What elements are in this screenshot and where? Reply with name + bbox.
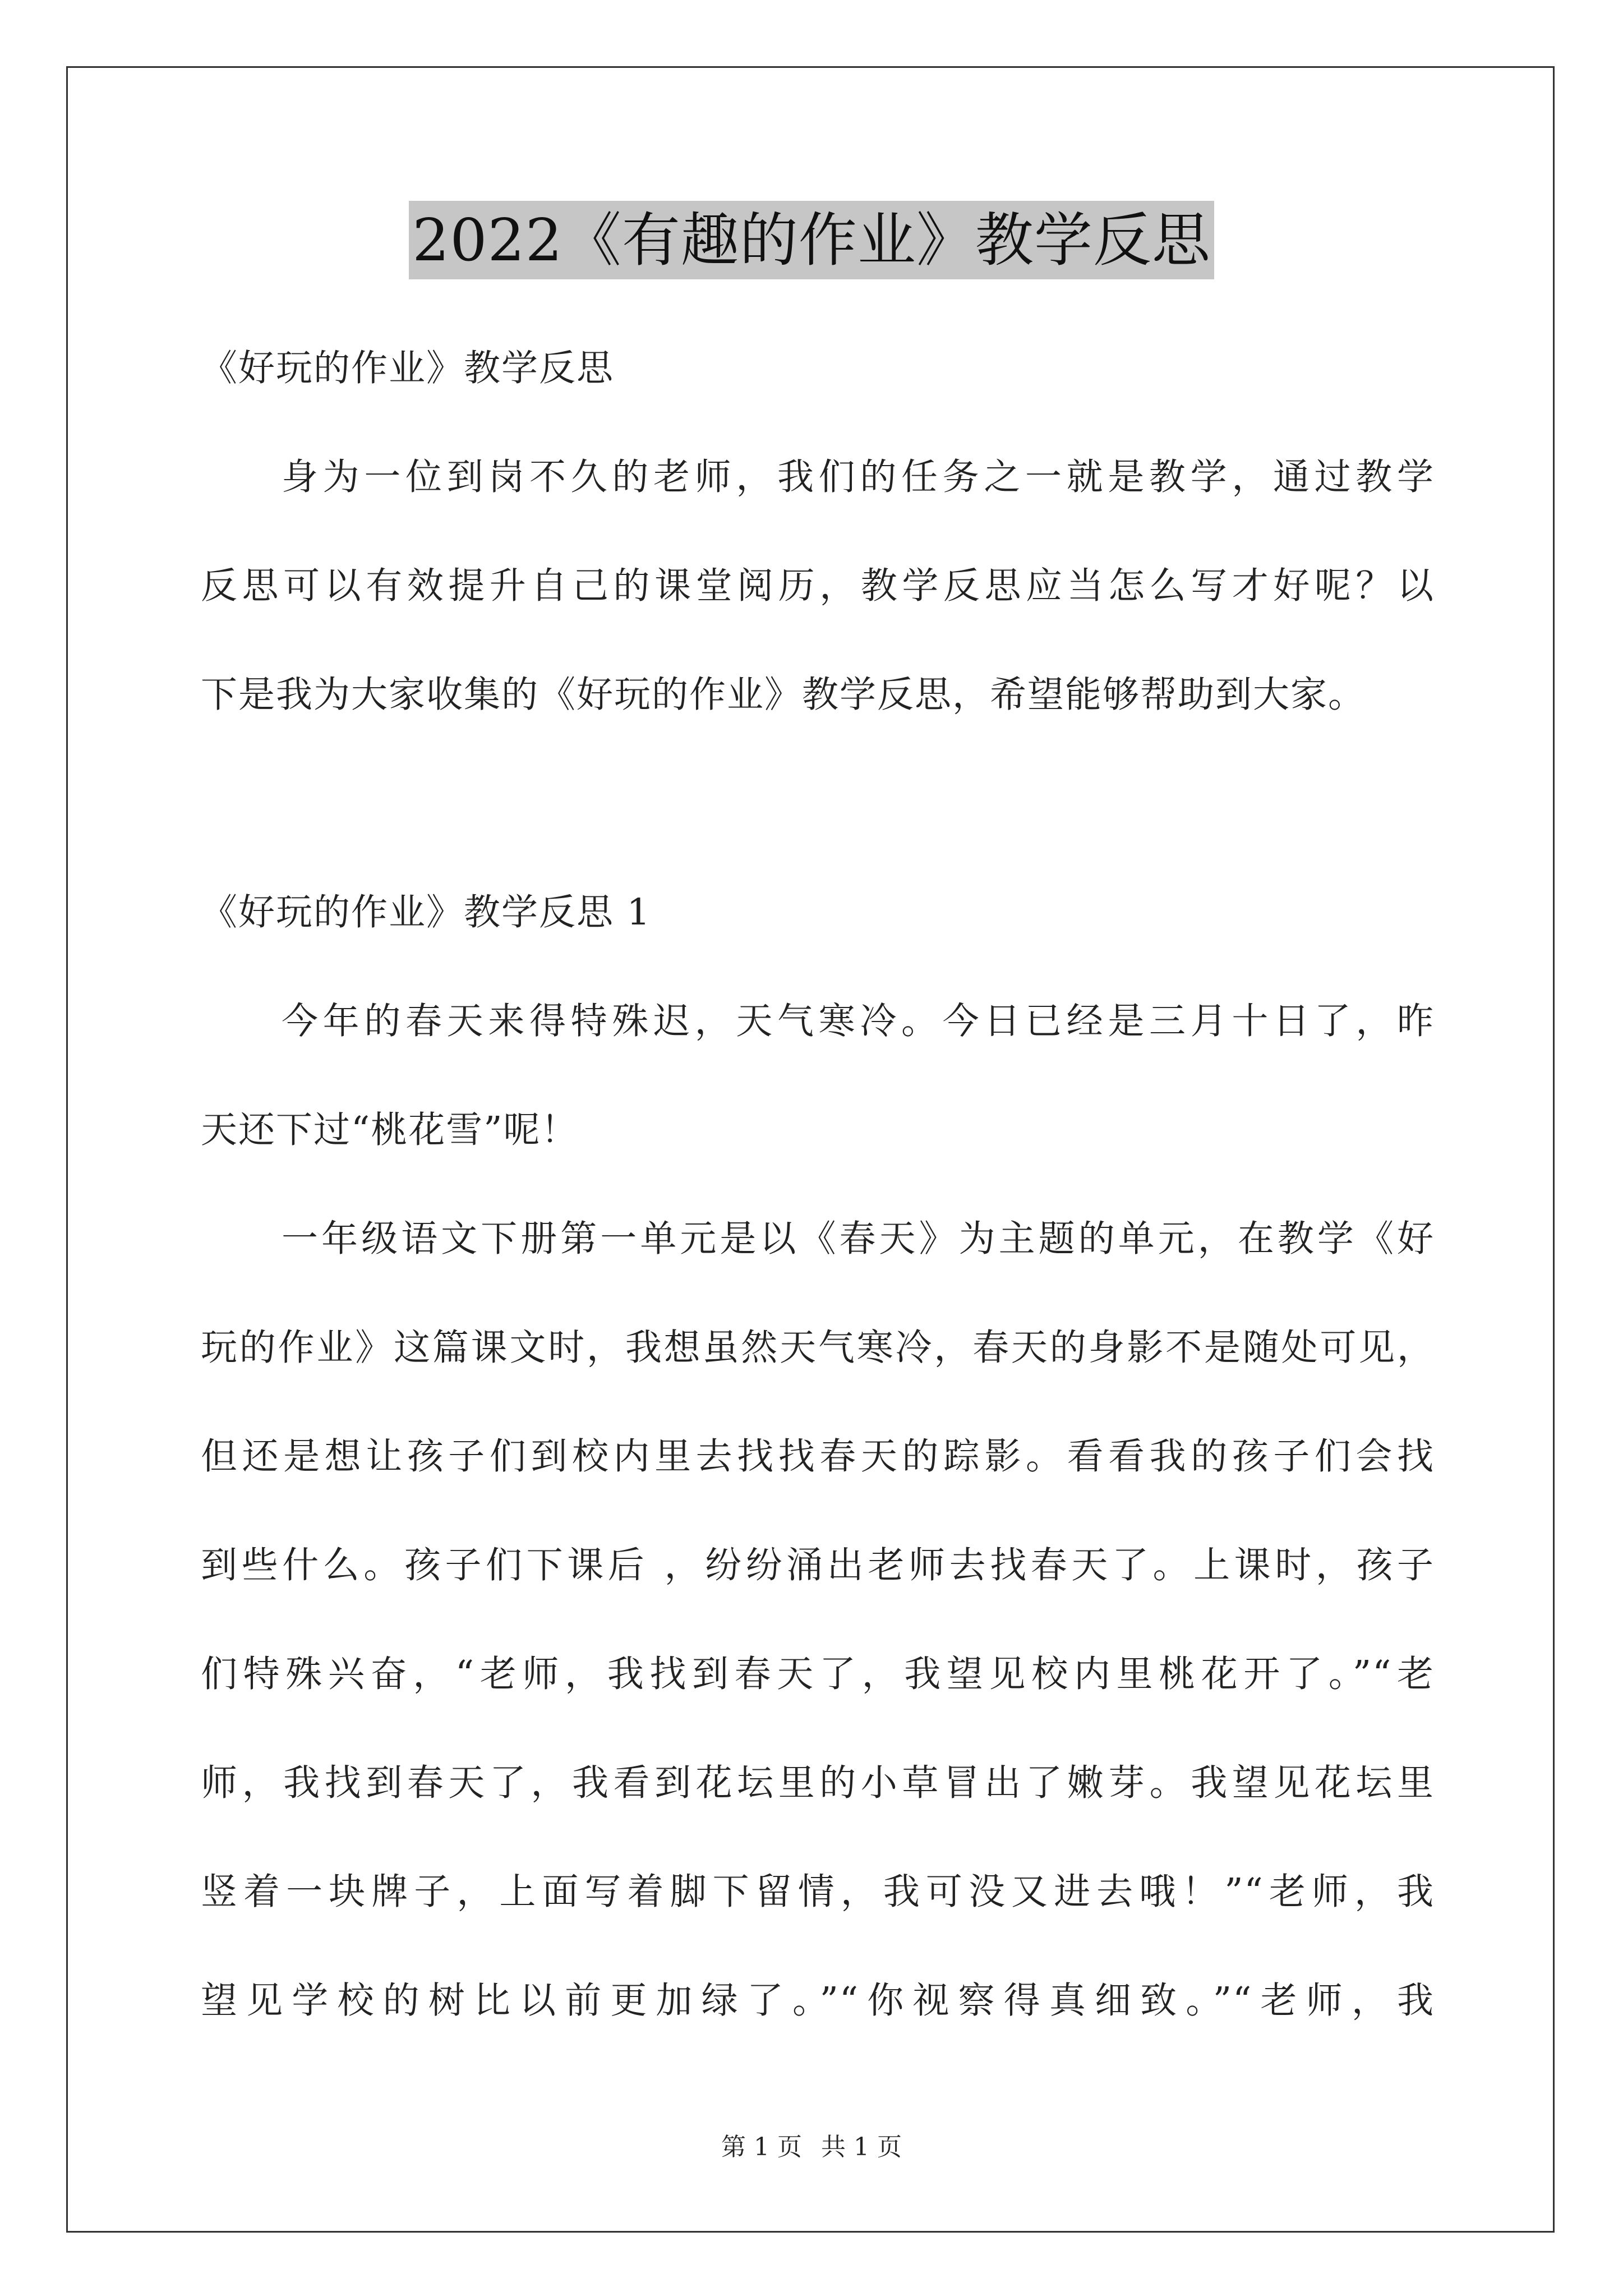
page-total: 共 1 页 [821,2133,902,2161]
text-line: 到些什么。孩子们下课后 ，纷纷涌出老师去找春天了。上课时，孩子 [201,1544,1435,1586]
paragraph-first-line: 身为一位到岗不久的老师，我们的任务之一就是教学，通过教学 [282,456,1435,498]
paragraph-first-line: 一年级语文下册第一单元是以《春天》为主题的单元，在教学《好 [282,1218,1435,1260]
paragraph-first-line: 今年的春天来得特殊迟，天气寒冷。今日已经是三月十日了，昨 [282,1000,1435,1042]
text-line: 竖着一块牌子，上面写着脚下留情，我可没又进去哦！”“老师，我 [201,1871,1435,1913]
text-line: 望见学校的树比以前更加绿了。”“你视察得真细致。”“老师，我 [201,1980,1435,2022]
document-title: 2022《有趣的作业》教学反思 [409,201,1214,279]
text-line: 们特殊兴奋，“老师，我找到春天了，我望见校内里桃花开了。”“老 [201,1653,1435,1695]
text-line: 天还下过“桃花雪”呢！ [201,1109,579,1151]
document-body [201,314,1435,2055]
title-wrap [0,201,1623,279]
text-line: 但还是想让孩子们到校内里去找找春天的踪影。看看我的孩子们会找 [201,1435,1435,1478]
text-line: 下是我为大家收集的《好玩的作业》教学反思，希望能够帮助到大家。 [201,674,1366,716]
page-number: 第 1 页 [721,2133,802,2161]
page-footer [0,2131,1623,2164]
text-line: 师，我找到春天了，我看到花坛里的小草冒出了嫩芽。我望见花坛里 [201,1762,1435,1804]
text-line: 《好玩的作业》教学反思 [201,347,615,389]
text-line: 《好玩的作业》教学反思 1 [201,891,652,933]
text-line: 玩的作业》这篇课文时，我想虽然天气寒冷，春天的身影不是随处可见， [201,1327,1435,1369]
paragraph-gap [201,749,1435,858]
text-line: 反思可以有效提升自己的课堂阅历，教学反思应当怎么写才好呢？以 [201,565,1435,607]
